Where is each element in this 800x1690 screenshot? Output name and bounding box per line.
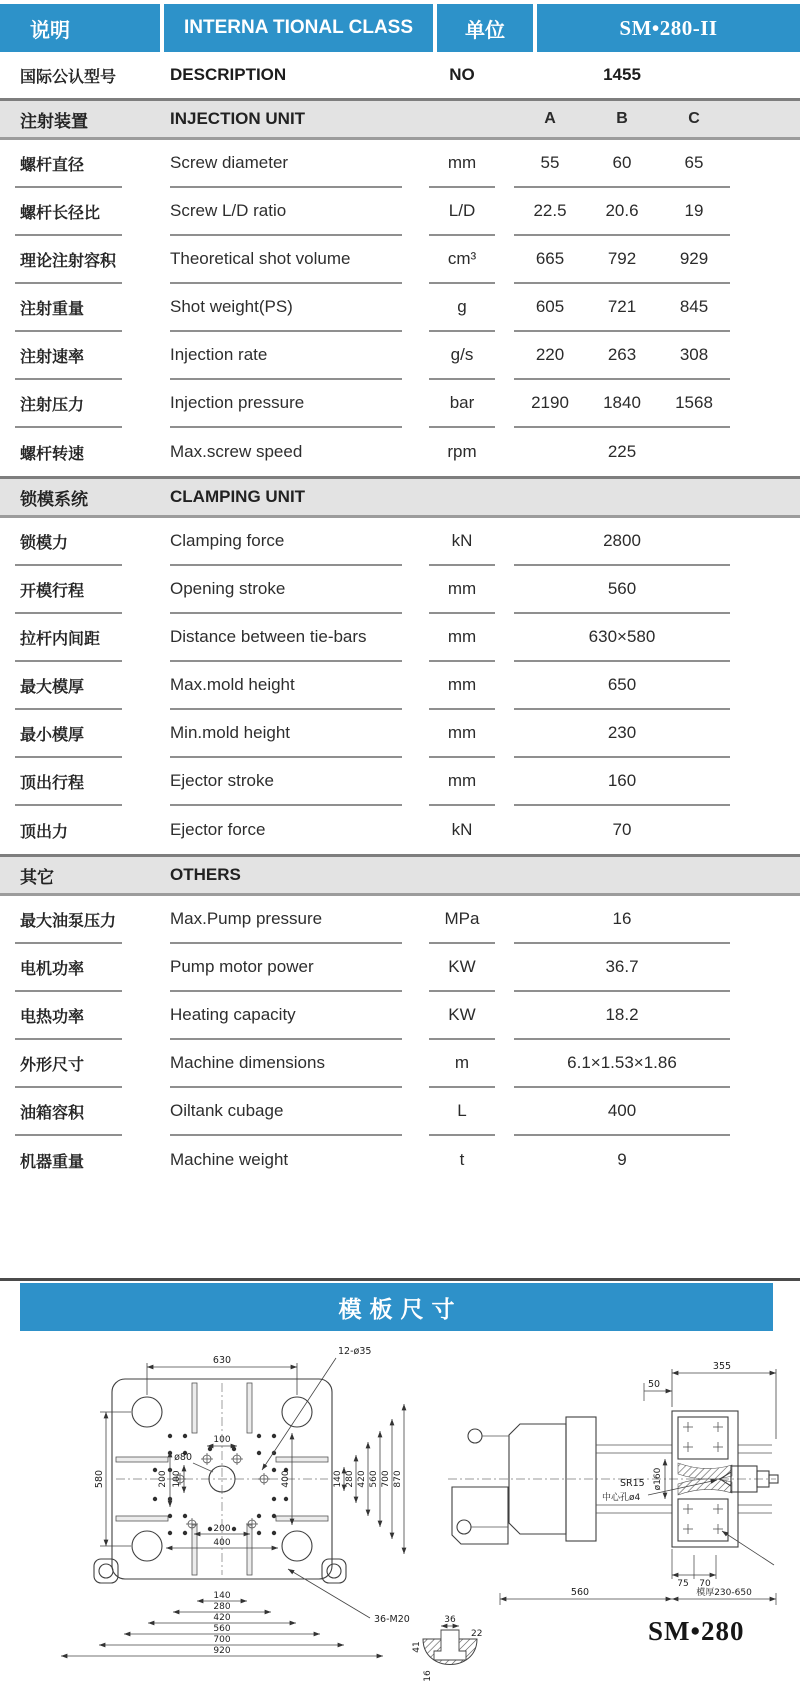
section-title-cn: 其它 <box>20 867 54 887</box>
platen-front-view <box>61 1346 482 1682</box>
value-b: 20.6 <box>605 201 639 220</box>
spec-row: 最大油泵压力 Max.Pump pressure MPa 16 <box>0 896 800 944</box>
spec-row: 电热功率 Heating capacity KW 18.2 <box>0 992 800 1040</box>
spec-row: 拉杆内间距 Distance between tie-bars mm 630×580 <box>0 614 800 662</box>
abc-column-heads <box>514 101 730 137</box>
bottom-dimension-stack <box>61 1591 383 1656</box>
right-dimension-stack <box>333 1404 404 1554</box>
value: 630×580 <box>588 627 656 646</box>
dim-label-12-o35: 12-ø35 <box>338 1346 372 1357</box>
spec-row: 顶出力 Ejector force kN 70 <box>0 806 800 854</box>
col-c: C <box>688 110 700 127</box>
section-injection-unit <box>0 98 800 140</box>
dim-label-v400: 400 <box>281 1470 291 1488</box>
value-b: 792 <box>607 249 637 268</box>
dim-label-o160: ø160 <box>653 1467 663 1491</box>
row-values <box>514 52 730 98</box>
value-c: 1568 <box>675 393 713 412</box>
value: 70 <box>612 820 632 839</box>
value: 400 <box>607 1101 637 1120</box>
value-a: 22.5 <box>533 201 567 220</box>
spec-row: 注射重量 Shot weight(PS) g 605 721 845 <box>0 284 800 332</box>
svg-text:920: 920 <box>213 1646 231 1656</box>
value-c: 845 <box>679 297 709 316</box>
value-a: 220 <box>535 345 565 364</box>
value-c: 19 <box>684 201 704 220</box>
spec-row: 机器重量 Machine weight t 9 <box>0 1136 800 1184</box>
label-center-hole: 中心孔ø4 <box>602 1493 641 1503</box>
svg-text:560: 560 <box>213 1624 231 1634</box>
spec-row: 外形尺寸 Machine dimensions m 6.1×1.53×1.86 <box>0 1040 800 1088</box>
platen-size-banner: 模板尺寸 <box>20 1283 773 1331</box>
svg-text:16: 16 <box>423 1670 433 1682</box>
dim-label-75: 75 <box>677 1579 689 1589</box>
dim-label-h400: 400 <box>213 1538 231 1548</box>
col-a: A <box>544 110 556 127</box>
value-a: 665 <box>535 249 565 268</box>
svg-text:41: 41 <box>412 1641 422 1653</box>
spec-row: 最小模厚 Min.mold height mm 230 <box>0 710 800 758</box>
value: 230 <box>607 723 637 742</box>
spec-row: 螺杆转速 Max.screw speed rpm 225 <box>0 428 800 476</box>
svg-text:280: 280 <box>345 1470 355 1488</box>
svg-text:700: 700 <box>213 1635 231 1645</box>
svg-text:280: 280 <box>213 1602 231 1612</box>
value-c: 929 <box>679 249 709 268</box>
value: 18.2 <box>605 1005 639 1024</box>
dim-label-70: 70 <box>699 1579 711 1589</box>
spec-row: 最大模厚 Max.mold height mm 650 <box>0 662 800 710</box>
table-header <box>0 4 800 52</box>
dim-label-560: 560 <box>570 1587 590 1598</box>
value-a: 55 <box>540 153 560 172</box>
spec-row: 电机功率 Pump motor power KW 36.7 <box>0 944 800 992</box>
dim-label-630: 630 <box>212 1355 232 1366</box>
spec-row: 螺杆直径 Screw diameter mm 55 60 65 <box>0 140 800 188</box>
section-title-cn: 注射装置 <box>20 111 88 131</box>
model-footer-label: SM•280 <box>648 1616 745 1646</box>
section-divider-line <box>0 1278 800 1281</box>
section-clamping-unit <box>0 476 800 518</box>
value-b: 60 <box>612 153 632 172</box>
dim-label-355: 355 <box>712 1361 732 1372</box>
value: 160 <box>607 771 637 790</box>
dim-label-mold-range: 模厚230-650 <box>696 1588 752 1598</box>
dim-label-36-m20: 36-M20 <box>374 1614 410 1625</box>
row-unit: NO <box>449 65 475 84</box>
section-others <box>0 854 800 896</box>
row-label-en: DESCRIPTION <box>170 65 287 84</box>
value: 6.1×1.53×1.86 <box>567 1053 677 1072</box>
dim-label-h200: 200 <box>213 1524 231 1534</box>
svg-text:870: 870 <box>393 1470 403 1488</box>
t-slot-detail <box>412 1615 482 1682</box>
value-a: 605 <box>535 297 565 316</box>
spec-row: 油箱容积 Oiltank cubage L 400 <box>0 1088 800 1136</box>
row-label-cn: 国际公认型号 <box>20 68 117 86</box>
svg-text:420: 420 <box>213 1613 231 1623</box>
model-number: 1455 <box>603 65 641 84</box>
platen-side-view <box>448 1361 778 1605</box>
svg-text:36: 36 <box>444 1615 456 1625</box>
spec-row: 螺杆长径比 Screw L/D ratio L/D 22.5 20.6 19 <box>0 188 800 236</box>
value-c: 308 <box>679 345 709 364</box>
value-b: 1840 <box>603 393 641 412</box>
header-cell-model: SM•280-II <box>537 4 800 52</box>
col-b: B <box>616 110 628 127</box>
spec-row: 理论注射容积 Theoretical shot volume cm³ 665 792 929 <box>0 236 800 284</box>
dim-label-100: 100 <box>213 1435 231 1445</box>
section-title-cn: 锁模系统 <box>20 489 88 509</box>
svg-text:560: 560 <box>369 1470 379 1488</box>
svg-text:140: 140 <box>333 1470 343 1488</box>
header-cell-class: INTERNA TIONAL CLASS <box>164 4 433 52</box>
value-c: 65 <box>684 153 704 172</box>
section-title-en: CLAMPING UNIT <box>170 487 306 506</box>
svg-text:700: 700 <box>381 1470 391 1488</box>
svg-text:22: 22 <box>471 1629 483 1639</box>
value: 650 <box>607 675 637 694</box>
spec-table <box>0 52 800 1184</box>
dim-label-v200: 200 <box>158 1470 168 1488</box>
spec-row: 锁模力 Clamping force kN 2800 <box>0 518 800 566</box>
value: 560 <box>607 579 637 598</box>
value-a: 2190 <box>531 393 569 412</box>
spec-row: 注射压力 Injection pressure bar 2190 1840 1568 <box>0 380 800 428</box>
dim-label-o80: ø80 <box>174 1452 192 1463</box>
subheader-row <box>0 52 800 98</box>
header-cell-unit: 单位 <box>437 4 533 52</box>
section-title-en: INJECTION UNIT <box>170 109 306 128</box>
value-b: 263 <box>607 345 637 364</box>
value: 36.7 <box>605 957 639 976</box>
value-b: 721 <box>607 297 637 316</box>
dim-label-50: 50 <box>647 1379 661 1390</box>
section-title-en: OTHERS <box>170 865 241 884</box>
value: 16 <box>612 909 632 928</box>
spec-row: 开模行程 Opening stroke mm 560 <box>0 566 800 614</box>
svg-text:420: 420 <box>357 1470 367 1488</box>
header-cell-cn: 说明 <box>0 4 160 52</box>
spec-row: 注射速率 Injection rate g/s 220 263 308 <box>0 332 800 380</box>
value: 2800 <box>603 531 641 550</box>
spec-row: 顶出行程 Ejector stroke mm 160 <box>0 758 800 806</box>
label-sr15: SR15 <box>620 1478 645 1489</box>
svg-text:140: 140 <box>213 1591 231 1601</box>
value: 9 <box>617 1150 627 1169</box>
dim-label-v100: 100 <box>172 1470 182 1488</box>
dim-label-580: 580 <box>94 1469 105 1489</box>
value: 225 <box>607 442 637 461</box>
